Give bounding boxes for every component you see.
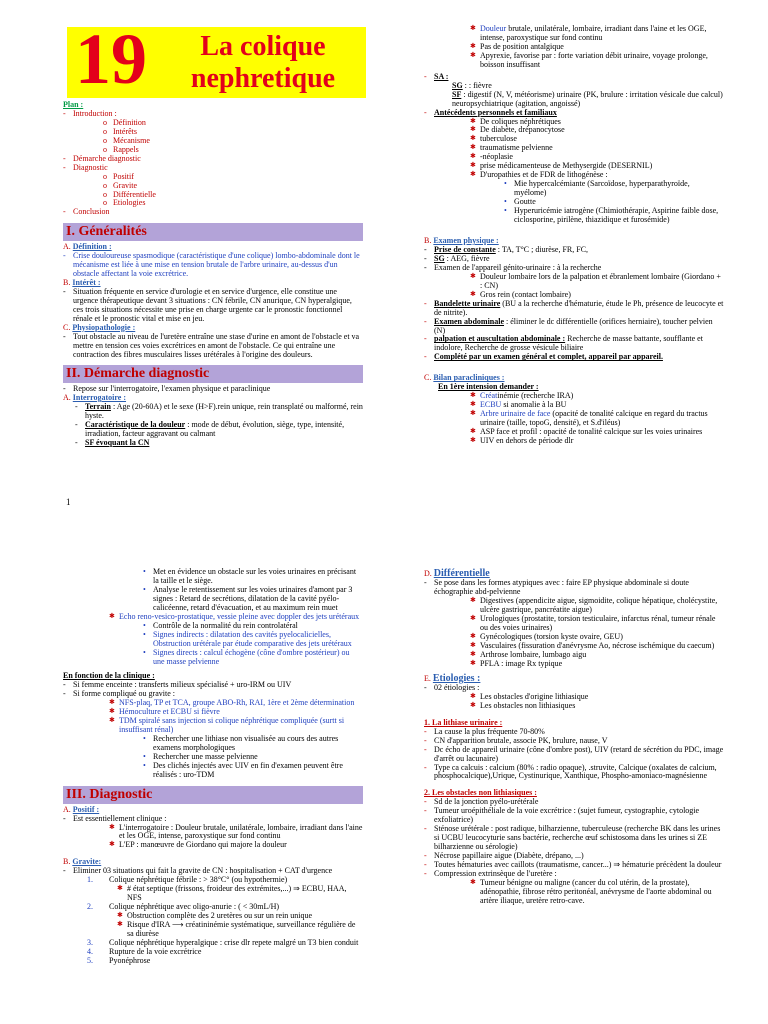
examen-item-key: Complété par un examen général et complet, appareil par appareil. xyxy=(434,352,663,362)
examen-item-value: : AEG, fièvre xyxy=(444,253,490,263)
atcd-item-text: traumatisme pelvienne xyxy=(480,143,553,153)
bullet: - xyxy=(63,680,66,690)
lithiase-item-text: CN d'apparition brutale, associe PK, brulure, nause, V xyxy=(434,735,608,745)
clinique-item-text: Si forme compliqué ou gravite : xyxy=(73,689,175,699)
bullet: • xyxy=(143,647,146,657)
differentielle-item xyxy=(470,597,724,615)
bullet: • xyxy=(143,629,146,639)
atcd-subitem xyxy=(504,180,724,198)
bullet: - xyxy=(424,797,427,807)
positif-intro: - Est essentiellement clinique : xyxy=(63,813,167,823)
gravite-heading: Gravite: xyxy=(72,857,102,867)
examen-item-value: : éliminer le dc différentielle (orifices herniaire), toucher pelvien (N) xyxy=(434,316,713,335)
bullet: • xyxy=(143,620,146,630)
section-demarche: II. Démarche diagnostic xyxy=(63,365,363,383)
bullet: • xyxy=(143,761,146,771)
bullet: - xyxy=(63,153,66,163)
bullet: • xyxy=(143,567,146,576)
bullet: ✱ xyxy=(470,435,476,444)
bullet: • xyxy=(504,206,507,216)
bilan-item-text xyxy=(480,437,724,446)
uiv-item xyxy=(143,568,363,586)
bullet: - xyxy=(424,352,427,362)
interrogatoire-item-text xyxy=(85,439,363,448)
plan-sublist xyxy=(63,173,363,209)
interrogatoire-item-key: SF évoquant la CN xyxy=(85,437,150,447)
douleur-item-text xyxy=(480,25,724,43)
plan-subitem-text: Différentielle xyxy=(113,189,156,199)
definition-text: - Crise douloureuse spasmodique (caractéristique d'une colique) lombo-abdominale dont le mécanisme est liée à une mise en tension brutale de l'arbre urinaire, au-dessus d'un obstacle affectant la voie excrétrice. xyxy=(63,251,360,278)
douleur-item-text xyxy=(480,52,724,70)
bullet: • xyxy=(504,197,507,207)
differentielle-heading: Différentielle xyxy=(433,568,490,579)
examen-item-key: Bandelette urinaire xyxy=(434,298,501,308)
non-lithiase-item-text: Nécrose papillaire aigue (Diabète, drépano, ...) xyxy=(434,851,584,861)
p2-right-column: D. Différentielle - Se pose dans les formes atypiques avec : faire EP physique abdominale si doute échographie abd-pelvienne ✱ Digestives (appendicite aigue, sigmoidite, colique hépatique, cholécystite, ulcère gastrique, pancréatite aigue) ✱ Urologiques (prostatite, torsion testiculaire, infarctus rénal, tumeur rénale ou des voies urinaires) ✱ Gynécologiques (torsion kyste ovaire, GEU) ✱ Vasculaires (fissuration d'anévrysme Ao, nécrose ischémique du caecum) ✱ Arthrose lombaire, lumbago aigu ✱ PFLA : image Rx typique E. Etiologies : - 02 étiologies : ✱ Les obstacles d'origine lithiasique ✱ Les obstacles non lithiasiques 1. La lithiase urinaire : - La cause la plus fréquente 70-80% - CN d'apparition brutale, associe PK, brulure, nause, V - Dc écho de appareil urinaire (cône d'ombre post), UIV (retard de sécrétion du PDC, image d'arrêt ou lacunaire) - Type ca calcuis : calcium (80% : radio opaque), .struvite, Calcique (oxalates de calcium, phosphocalcique),Urique, Cystinurique, Xanthique, Phospho-amoniaco-magnésienne 2. Les obstacles non lithiasiques : - Sd de la jonction pyélo-urétérale - Tumeur uroépithéliale de la voie excrétrice : (sujet fumeur, cystographie, cytologie exfoliatrice) - Sténose urétérale : post radique, bilharzienne, tuberculeuse (recherche BK dans les urines si UCBU leucocyturie sans bactérie, recherche œuf schistosoma dans les urines si ZE bilharzienne ou sérologie) - Nécrose papillaire aigue (Diabète, drépano, ...) - Toutes hématuries avec caillots (traumatisme, cancer...) ⇒ hématurie précèdent la douleur - Compression extrinsèque de l'uretère : ✱ Tumeur bénigne ou maligne (cancer du col utérin, de la prostate), adénopathie, fibrose rétro peritonéal, anévrysme de l'aorte abdominal ou artère iliaque, uretère retro-cave. xyxy=(424,568,724,905)
examen-item-text xyxy=(434,300,724,318)
bullet: - xyxy=(63,162,66,172)
bullet: o xyxy=(103,198,107,208)
tdm-subitem-text: Rechercher une masse pelvienne xyxy=(153,752,258,762)
clinique-item-text: Si femme enceinte : transferts milieux spécialisé + uro-IRM ou UIV xyxy=(73,680,292,690)
plan-item xyxy=(63,155,363,164)
tdm-subitem xyxy=(143,735,363,753)
non-lithiase-item-text: Compression extrinsèque de l'uretère : xyxy=(434,869,557,879)
examen-item-text xyxy=(434,318,724,336)
echo-subitem xyxy=(143,649,363,667)
douleur-item-value: Apyrexie, favorise par : forte variation débit urinaire, voyage prolonge, boisson insuffisant xyxy=(480,50,708,69)
bullet: ✱ xyxy=(109,716,115,725)
bullet: - xyxy=(424,316,427,326)
bullet: • xyxy=(143,752,146,762)
bilan-heading: Bilan paracliniques : xyxy=(433,373,505,383)
interrogatoire-list xyxy=(63,403,363,448)
gravite-number: ✱ xyxy=(117,920,123,929)
douleur-item-key: Douleur xyxy=(480,24,507,33)
p2-left-column: • Met en évidence un obstacle sur les voies urinaires en précisant la taille et le siège. • Analyse le retentissement sur les voies urinaires d'amont par 3 signes : Retard de secrétions, dilatation de la cavité pyélo-calicéenne, retard d'évacuation, et au maximum rein muet ✱ Echo reno-vesico-prostatique, vessie pleine avec doppler des jets urétéraux • Contrôle de la normalité du rein controlatéral • Signes indirects : dilatation des cavités pyelocalicielles, Obstruction urétérale par étude comparative des jets urétéraux • Signes directs : calcul échogène (cône d'ombre postérieur) ou une masse pelvienne En fonction de la clinique : - Si femme enceinte : transferts milieux spécialisé + uro-IRM ou UIV - Si forme compliqué ou gravite : ✱ NFS-plaq, TP et TCA, groupe ABO-Rh, RAI, 1ère et 2ème détermination ✱ Hémoculture et ECBU si fièvre ✱ TDM spiralé sans injection si colique néphrétique compliquée (surtt si insuffisant rénal) • Rechercher une lithiase non visualisée au cours des autres examens morphologiques • Rechercher une masse pelvienne • Des clichés injectés avec UIV en fin d'examen peuvent être réalisés : uro-TDM III. Diagnostic A. Positif : - Est essentiellement clinique : ✱ L'interrogatoire : Douleur brutale, unilatérale, lombaire, irradiant dans l'aine et les OGE, intense, paroxystique sur fond continu ✱ L'EP : manœuvre de Giordano qui majore la douleur B. Gravite: - Eliminer 03 situations qui fait la gravite de CN : hospitalisation + CAT d'urgence 1. Colique néphrétique fébrile : > 38°C° (ou hypothermie) ✱ # état septique (frissons, froideur des extrémites,...) ⇒ ECBU, HAA, NFS 2. Colique néphrétique avec oligo-anurie : ( < 30mL/H) ✱ Obstruction complète des 2 uretères ou sur un rein unique ✱ Risque d'IRA ⟶ créatininémie systématique, surveillance régulière de sa diurèse 3. Colique néphrétique hyperalgique : crise dlr repete malgré un T3 bien conduit 4. Rupture de la voie excrétrice 5. Pyonéphrose xyxy=(63,567,363,965)
examen-subitem-text: Douleur lombaire lors de la palpation et ébranlement lombaire (Giordano + : CN) xyxy=(480,271,721,290)
bullet: ✱ xyxy=(470,50,476,59)
bullet: - xyxy=(424,726,427,736)
bullet: ✱ xyxy=(470,400,476,409)
sa-label: SA : xyxy=(434,71,449,81)
gravite-item xyxy=(87,921,363,939)
bullet: o xyxy=(103,117,107,127)
gravite-intro: - Eliminer 03 situations qui fait la gravite de CN : hospitalisation + CAT d'urgence xyxy=(63,866,333,876)
examen-subitem xyxy=(470,273,724,291)
bilan-item-text xyxy=(480,410,724,428)
compression-sub: ✱ Tumeur bénigne ou maligne (cancer du col utérin, de la prostate), adénopathie, fibrose rétro peritonéal, anévrysme de l'aorte abdominal ou artère iliaque, uretère retro-cave. xyxy=(470,877,712,905)
bullet: - xyxy=(424,262,427,272)
bullet: - xyxy=(424,244,427,254)
bullet: ✱ xyxy=(470,596,476,605)
bilan-item-value: ASP face et profil : opacité de tonalité calcique sur les voies urinaires xyxy=(480,427,703,437)
interrogatoire-item-text xyxy=(85,403,363,421)
plan-subitem-text: Positif xyxy=(113,171,134,181)
bullet: - xyxy=(63,689,66,699)
section-diagnostic: III. Diagnostic xyxy=(63,786,363,804)
bullet: - xyxy=(424,253,427,263)
differentielle-item-text: Digestives (appendicite aigue, sigmoidite, colique hépatique, cholécystite, ulcère gastrique, pancréatite aigue) xyxy=(480,596,718,615)
etiologie-item-text: Les obstacles d'origine lithiasique xyxy=(480,691,589,701)
demarche-intro: - Repose sur l'interrogatoire, l'examen physique et paraclinique xyxy=(63,384,271,394)
etiologies-heading: Etiologies : xyxy=(432,672,481,684)
gravite-number: 1. xyxy=(87,875,93,885)
plan-item xyxy=(63,110,363,119)
title-block xyxy=(67,19,366,99)
examen-item xyxy=(424,353,724,362)
bullet: ✱ xyxy=(470,24,476,32)
bullet: ✱ xyxy=(470,614,476,622)
tdm-subitem-text: Rechercher une lithiase non visualisée au cours des autres examens morphologiques xyxy=(153,734,339,753)
interrogatoire-item-value: : Age (20-60A) et le sexe (H>F).rein unique, rein transplaté ou malformé, rein hyste. xyxy=(85,402,363,420)
differentielle-intro: - Se pose dans les formes atypiques avec : faire EP physique abdominale si doute échographie abd-pelvienne xyxy=(424,578,689,597)
plan-item xyxy=(63,164,363,173)
examen-item-text xyxy=(434,335,724,353)
differentielle-item-text: Urologiques (prostatite, torsion testiculaire, infarctus rénal, tumeur rénale ou des voies urinaires) xyxy=(480,614,716,632)
bilan-item-value: inémie (recherche IRA) xyxy=(497,391,574,401)
gravite-item-text: Obstruction complète des 2 uretères ou sur un rein unique xyxy=(127,911,313,921)
atcd-subitem-text: Mie hypercalcémiante (Sarcoïdose, hyperparathyroïde, myélome) xyxy=(514,179,690,198)
bullet: ✱ xyxy=(470,427,476,436)
atcd-item-text: prise médicamenteuse de Methysergide (DESERNIL) xyxy=(480,161,653,171)
interrogatoire-heading: Interrogatoire : xyxy=(72,393,127,403)
uiv-item xyxy=(143,586,363,613)
lithiase-item-text: Type ca calcuis : calcium (80% : radio opaque), .struvite, Calcique (oxalates de calcium, phosphocalcique),Urique, Cystinurique, Xanthique, Phospho-amoniaco-magnésienne xyxy=(434,762,717,781)
gravite-number: ✱ xyxy=(117,884,123,893)
lithiase-item xyxy=(424,764,724,782)
sg-line: SG : : fièvre xyxy=(452,80,492,90)
gravite-list xyxy=(63,876,363,966)
plan-subitem-text: Etiologies xyxy=(113,198,146,208)
etiologie-item-text: Les obstacles non lithiasiques xyxy=(480,700,576,710)
bullet: ✱ xyxy=(470,152,476,161)
non-lithiase-item-text: Toutes hématuries avec caillots (traumatisme, cancer...) ⇒ hématurie précèdent la douleur xyxy=(434,860,722,870)
bullet: - xyxy=(424,735,427,745)
non-lithiase-item-text: Tumeur uroépithéliale de la voie excrétrice : (sujet fumeur, cystographie, cytologie exfoliatrice) xyxy=(434,806,700,825)
differentielle-list xyxy=(424,597,724,669)
non-lithiase-item-text: Sd de la jonction pyélo-urétérale xyxy=(434,797,539,807)
examen-physique-heading: Examen physique : xyxy=(433,235,499,245)
examen-list-2 xyxy=(424,300,724,363)
atcd-sub-list xyxy=(424,180,724,225)
bilan-item-value: (opacité de tonalité calcique en regard du tractus urinaire (taille, topoG, densité), et S.d'iléus) xyxy=(480,409,708,428)
clinique-sub-list xyxy=(63,699,363,735)
bullet: ✱ xyxy=(470,658,476,667)
bilan-list xyxy=(424,392,724,446)
douleur-item-value: brutale, unilatérale, lombaire, irradiant dans l'aine et les OGE, intense, paroxystique sur fond continu xyxy=(480,24,707,42)
differentielle-item-text: Vasculaires (fissuration d'anévrysme Ao, nécrose ischémique du caecum) xyxy=(480,640,715,650)
bullet: ✱ xyxy=(470,134,476,143)
lithiase-item xyxy=(424,746,724,764)
tdm-sub-list xyxy=(63,735,363,780)
physio-text: - Tout obstacle au niveau de l'uretère entraîne une stase d'urine en amont de l'obstacle et va mettre en tension ces voies excrétrices en amont de l'obstacle. Ce qui entraîne une contraction des fibres musculaires lisses urétérales à l'origine des douleurs. xyxy=(63,331,360,359)
bullet: ✱ xyxy=(109,707,115,716)
atcd-subitem xyxy=(504,207,724,225)
plan-subitem-text: Mécanisme xyxy=(113,135,150,145)
interrogatoire-item xyxy=(75,439,363,448)
differentielle-item-text: PFLA : image Rx typique xyxy=(480,658,563,668)
interet-text: - Situation fréquente en service d'urologie et en service d'urgence, elle constitue une urgence thérapeutique devant 3 situations : CN fébrile, CN anurique, CN hyperalgique, ces trois situations nécessite une prise en charge urgente car le pronostic fonctionnel rénale et le pronostic vital et mise en jeu. xyxy=(63,286,352,323)
differentielle-item-text: Gynécologiques (torsion kyste ovaire, GEU) xyxy=(480,631,623,641)
gravite-number: 2. xyxy=(87,902,93,912)
gravite-item-text: Rupture de la voie excrétrice xyxy=(109,946,202,956)
interrogatoire-item xyxy=(75,421,363,439)
atcd-item-text: -néoplasie xyxy=(480,152,513,162)
positif-item-text: L'EP : manœuvre de Giordano qui majore la douleur xyxy=(119,840,287,850)
non-lithiase-list xyxy=(424,798,724,879)
douleur-list xyxy=(424,25,724,70)
non-lithiase-item xyxy=(424,807,724,825)
bullet: ✱ xyxy=(470,41,476,50)
plan-item xyxy=(63,208,363,217)
bilan-item-key: Créat xyxy=(480,391,498,401)
bullet: o xyxy=(103,189,107,199)
bullet: ✱ xyxy=(470,271,476,280)
examen-list xyxy=(424,246,724,273)
definition-heading: Définition : xyxy=(72,242,112,252)
interet-heading: Intérêt : xyxy=(72,277,101,287)
bilan-item-key: Arbre urinaire de face xyxy=(480,409,551,419)
gravite-item-text: Colique néphrétique avec oligo-anurie : ( < 30mL/H) xyxy=(109,902,280,912)
bilan-item-value: UIV en dehors de période dlr xyxy=(480,435,574,445)
bullet: - xyxy=(424,744,427,754)
bullet: • xyxy=(143,584,146,594)
echo-subitem xyxy=(143,631,363,649)
bullet: ✱ xyxy=(470,161,476,170)
bullet: ✱ xyxy=(470,631,476,640)
examen-item-key: palpation et auscultation abdominale : xyxy=(434,334,566,344)
echo-subitem-text: Signes directs : calcul échogène (cône d'ombre postérieur) ou une masse pelvienne xyxy=(153,647,350,666)
gravite-number: 5. xyxy=(87,955,93,965)
clinique-list xyxy=(63,681,363,699)
bullet: - xyxy=(424,860,427,870)
atcd-subitem-text: Hyperuricémie iatrogène (Chimiothérapie, Aspirine faible dose, ciclosporine, pirilène, thiazidique et furosémide) xyxy=(514,206,719,225)
gravite-item-text: Risque d'IRA ⟶ créatininémie systématique, surveillance régulière de sa diurèse xyxy=(127,920,356,938)
uiv-item-text: Met en évidence un obstacle sur les voies urinaires en précisant la taille et le siège. xyxy=(153,567,357,585)
non-lithiase-item-text: Sténose urétérale : post radique, bilharzienne, tuberculeuse (recherche BK dans les urines si UCBU leucocyturie sans bactérie, recherche œuf schistosoma dans les urines si ZE bilharzienne ou sérologie) xyxy=(434,824,721,852)
examen-item-key: Examen abdominale xyxy=(434,316,505,326)
positif-item xyxy=(109,841,363,850)
examen-item-value: Examen de l'appareil génito-urinaire : à la recherche xyxy=(434,262,602,272)
bullet: - xyxy=(424,298,427,308)
tdm-subitem xyxy=(143,762,363,780)
right-column: ✱ Douleur brutale, unilatérale, lombaire, irradiant dans l'aine et les OGE, intense, paroxystique sur fond continu ✱ Pas de position antalgique ✱ Apyrexie, favorise par : forte variation débit urinaire, voyage prolonge, boisson insuffisant - SA : SG : : fièvre SF : digestif (N, V, météorisme) urinaire (PK, brulure : irritation vésicale due calcul) neuropsychiatrique (agitation, angoissé) - Antécédents personnels et familiaux ✱ De coliques néphrétiques ✱ De diabète, drépanocytose ✱ tuberculose ✱ traumatisme pelvienne ✱ -néoplasie ✱ prise médicamenteuse de Methysergide (DESERNIL) ✱ D'uropathies et de FDR de lithogénèse : • Mie hypercalcémiante (Sarcoïdose, hyperparathyroïde, myélome) • Goutte • Hyperuricémie iatrogène (Chimiothérapie, Aspirine faible dose, ciclosporine, pirilène, thiazidique et furosémide) B. Examen physique : - Prise de constante : TA, T°C ; diurèse, FR, FC, - SG : AEG, fièvre - Examen de l'appareil génito-urinaire : à la recherche ✱ Douleur lombaire lors de la palpation et ébranlement lombaire (Giordano + : CN) ✱ Gros rein (contact lombaire) - Bandelette urinaire (BU a la recherche d'hématurie, étude le Ph, présence de leucocyte et de nitrite). - Examen abdominale : éliminer le dc différentielle (orifices herniaire), toucher pelvien (N) - palpation et auscultation abdominale : Recherche de masse battante, soufflante et indolore, Recherche de grosse vésicule biliaire - Complété par un examen général et complet, appareil par appareil. C. Bilan paracliniques : En 1ère intension demander : ✱ Créatinémie (recherche IRA) ✱ ECBU si anomalie à la BU ✱ Arbre urinaire de face (opacité de tonalité calcique en regard du tractus urinaire (taille, topoG, densité), et S.d'iléus) ✱ ASP face et profil : opacité de tonalité calcique sur les voies urinaires ✱ UIV en dehors de période dlr xyxy=(424,24,724,445)
examen-item-text xyxy=(434,353,724,362)
plan-subitem xyxy=(103,137,363,146)
bullet: ✱ xyxy=(470,640,476,649)
bullet: o xyxy=(103,171,107,181)
bullet: - xyxy=(75,419,78,429)
differentielle-item xyxy=(470,660,724,669)
plan-subitem xyxy=(103,199,363,208)
positif-item xyxy=(109,824,363,842)
bilan-item xyxy=(470,437,724,446)
chapter-number: 19 xyxy=(75,19,147,99)
clinique-subitem-text: Hémoculture et ECBU si fièvre xyxy=(119,707,220,717)
bullet: o xyxy=(103,126,107,136)
bullet: o xyxy=(103,135,107,145)
left-column: Plan : - Introduction : o Définition o Intérêts o Mécanisme o Rappels - Démarche diagnostic - Diagnostic o Positif o Gravite o Différentielle o Etiologies - Conclusion I. Généralités A. Définition : - Crise douloureuse spasmodique (caractéristique d'une colique) lombo-abdominale dont le mécanisme est liée à une mise en tension brutale de l'arbre urinaire, au-dessus d'un obstacle affectant la voie excrétrice. B. Intérêt : - Situation fréquente en service d'urologie et en service d'urgence, elle constitue une urgence thérapeutique devant 3 situations : CN fébrile, CN anurique, CN hyperalgique, ces trois situations nécessite une prise en charge urgente car le pronostic fonctionnel rénale et le pronostic vital et mise en jeu. C. Physiopathologie : - Tout obstacle au niveau de l'uretère entraîne une stase d'urine en amont de l'obstacle et va mettre en tension ces voies excrétrices en amont de l'obstacle. Ce qui entraîne une contraction des fibres musculaires lisses urétérales à l'origine des douleurs. II. Démarche diagnostic - Repose sur l'interrogatoire, l'examen physique et paraclinique A. Interrogatoire : - Terrain : Age (20-60A) et le sexe (H>F).rein unique, rein transplaté ou malformé, rein hyste. - Caractéristique de la douleur : mode de début, évolution, siège, type, intensité, irradiation, facteur aggravant ou calmant - SF évoquant la CN xyxy=(63,100,363,447)
lithiase-list xyxy=(424,728,724,782)
lithiase-heading: 1. La lithiase urinaire : xyxy=(424,717,503,727)
differentielle-item-text: Arthrose lombaire, lumbago aigu xyxy=(480,649,587,659)
bullet: - xyxy=(424,806,427,816)
examen-item-key: Prise de constante xyxy=(434,244,496,254)
bullet: ✱ xyxy=(109,822,115,831)
douleur-item-value: Pas de position antalgique xyxy=(480,41,564,51)
clinique-heading: En fonction de la clinique : xyxy=(63,671,155,681)
bullet: ✱ xyxy=(470,409,476,418)
section-generalites: I. Généralités xyxy=(63,223,363,241)
plan-item-text: Démarche diagnostic xyxy=(73,153,141,163)
sf-line: SF : digestif (N, V, météorisme) urinaire (PK, brulure : irritation vésicale due calcul) neuropsychiatrique (agitation, angoissé) xyxy=(452,89,723,108)
interrogatoire-item-key: Caractéristique de la douleur xyxy=(85,419,186,429)
bilan-item-key: ECBU xyxy=(480,400,502,410)
interrogatoire-item-text xyxy=(85,421,363,439)
non-lithiase-item xyxy=(424,825,724,852)
bullet: - xyxy=(424,334,427,344)
atcd-item-text: D'uropathies et de FDR de lithogénèse : xyxy=(480,170,608,180)
atcd-item-text: tuberculose xyxy=(480,134,517,144)
positif-list xyxy=(63,824,363,851)
gravite-item-text: Colique néphrétique fébrile : > 38°C° (ou hypothermie) xyxy=(109,875,288,885)
examen-item-key: SG xyxy=(434,253,445,263)
positif-heading: Positif : xyxy=(72,804,100,814)
lithiase-item-text: La cause la plus fréquente 70-80% xyxy=(434,726,545,736)
bullet: - xyxy=(424,762,427,772)
plan-subitem-text: Gravite xyxy=(113,180,137,190)
physio-heading: Physiopathologie : xyxy=(72,322,136,332)
page-title: La colique nephretique xyxy=(190,31,336,95)
tdm-subitem-text: Des clichés injectés avec UIV en fin d'examen peuvent être réalisés : uro-TDM xyxy=(153,761,343,779)
atcd-heading: Antécédents personnels et familiaux xyxy=(434,107,557,117)
interrogatoire-item-key: Terrain xyxy=(85,402,111,412)
plan-subitem xyxy=(103,119,363,128)
bullet: - xyxy=(424,869,427,879)
bullet: - xyxy=(424,851,427,861)
clinique-subitem-text: TDM spiralé sans injection si colique néphrétique compliquée (surtt si insuffisant rénal) xyxy=(119,716,345,735)
gravite-item-text: Colique néphrétique hyperalgique : crise dlr repete malgré un T3 bien conduit xyxy=(109,937,359,947)
clinique-subitem-text: NFS-plaq, TP et TCA, groupe ABO-Rh, RAI, 1ère et 2ème détermination xyxy=(119,698,355,708)
bilan-subheading: En 1ère intension demander : xyxy=(438,382,539,392)
plan-title: Plan : xyxy=(63,100,84,109)
examen-item-value: Recherche de masse battante, soufflante et indolore, Recherche de grosse vésicule biliaire xyxy=(434,334,703,353)
bullet: - xyxy=(75,437,78,447)
douleur-item xyxy=(470,25,724,43)
uiv-list xyxy=(63,568,363,613)
etiologies-intro: - 02 étiologies : xyxy=(424,682,480,692)
bullet: - xyxy=(75,402,78,412)
examen-subitem-text: Gros rein (contact lombaire) xyxy=(480,289,571,299)
page-2 xyxy=(0,512,768,1024)
bullet: • xyxy=(504,179,507,189)
etiologie-item xyxy=(470,702,724,711)
bullet: • xyxy=(143,734,146,744)
gravite-number: ✱ xyxy=(117,911,123,920)
clinique-subitem xyxy=(109,717,363,735)
bilan-item-value: si anomalie à la BU xyxy=(501,400,567,410)
gravite-item-text: Pyonéphrose xyxy=(109,955,151,965)
non-lithiase-heading: 2. Les obstacles non lithiasiques : xyxy=(424,788,537,798)
bullet: - xyxy=(424,824,427,834)
plan-item-text: Introduction : xyxy=(73,108,117,118)
plan-subitem-text: Intérêts xyxy=(113,126,137,136)
bullet: ✱ xyxy=(470,116,476,125)
bullet: ✱ xyxy=(470,691,476,700)
gravite-item xyxy=(87,957,363,966)
plan-item-text: Conclusion xyxy=(73,207,110,217)
gravite-item xyxy=(87,885,363,903)
bullet: ✱ xyxy=(470,170,476,179)
bilan-item xyxy=(470,410,724,428)
echo-sub-list xyxy=(63,622,363,667)
interrogatoire-item-value: : mode de début, évolution, siège, type, intensité, irradiation, facteur aggravant ou calmant xyxy=(85,419,345,438)
plan-subitem xyxy=(103,173,363,182)
bullet: ✱ xyxy=(109,698,115,707)
bullet: ✱ xyxy=(470,391,476,400)
uiv-item-text: Analyse le retentissement sur les voies urinaires d'amont par 3 signes : Retard de secrétions, dilatation de la cavité pyélo-calicéenne, retard d'évacuation, et au maximum rein muet xyxy=(153,584,353,612)
atcd-subitem-text: Goutte xyxy=(514,197,536,207)
echo-subitem-text: Signes indirects : dilatation des cavités pyelocalicielles, Obstruction urétérale par étude comparative des jets urétéraux xyxy=(153,629,352,648)
differentielle-item xyxy=(470,615,724,633)
gravite-number: 4. xyxy=(87,946,93,956)
echo-subitem-text: Contrôle de la normalité du rein controlatéral xyxy=(153,620,298,630)
bullet: - xyxy=(63,207,66,217)
plan-subitem-text: Rappels xyxy=(113,144,139,154)
echo-line: ✱ Echo reno-vesico-prostatique, vessie pleine avec doppler des jets urétéraux xyxy=(109,611,360,621)
positif-item-text: L'interrogatoire : Douleur brutale, unilatérale, lombaire, irradiant dans l'aine et les OGE, intense, paroxystique sur fond continu xyxy=(119,822,363,841)
gravite-item-text: # état septique (frissons, froideur des extrémites,...) ⇒ ECBU, HAA, NFS xyxy=(127,884,347,903)
examen-item-value: : TA, T°C ; diurèse, FR, FC, xyxy=(495,244,589,254)
bullet: ✱ xyxy=(470,125,476,134)
examen-item xyxy=(424,318,724,336)
bullet: ✱ xyxy=(470,289,476,298)
bullet: ✱ xyxy=(470,649,476,658)
bullet: - xyxy=(63,108,66,118)
plan-item-text: Diagnostic xyxy=(73,162,108,172)
examen-item xyxy=(424,335,724,353)
examen-sub-list xyxy=(424,273,724,300)
plan-sublist xyxy=(63,119,363,155)
bullet: ✱ xyxy=(470,700,476,709)
atcd-item-text: De coliques néphrétiques xyxy=(480,116,561,126)
atcd-item-text: De diabète, drépanocytose xyxy=(480,125,565,135)
examen-item xyxy=(424,300,724,318)
plan-subitem-text: Définition xyxy=(113,117,146,127)
lithiase-item-text: Dc écho de appareil urinaire (cône d'ombre post), UIV (retard de sécrétion du PDC, image d'arrêt ou lacunaire) xyxy=(434,744,724,763)
atcd-list xyxy=(424,118,724,181)
douleur-item xyxy=(470,52,724,70)
page-number: 1 xyxy=(66,497,71,507)
bullet: ✱ xyxy=(470,143,476,152)
interrogatoire-item xyxy=(75,403,363,421)
gravite-number: 3. xyxy=(87,937,93,947)
plan-subitem xyxy=(103,146,363,155)
bullet: ✱ xyxy=(109,840,115,849)
bullet: o xyxy=(103,144,107,154)
plan-list xyxy=(63,110,363,217)
examen-item-value: (BU a la recherche d'hématurie, étude le Ph, présence de leucocyte et de nitrite). xyxy=(434,298,724,317)
bullet: o xyxy=(103,180,107,190)
etiologies-list xyxy=(424,693,724,711)
